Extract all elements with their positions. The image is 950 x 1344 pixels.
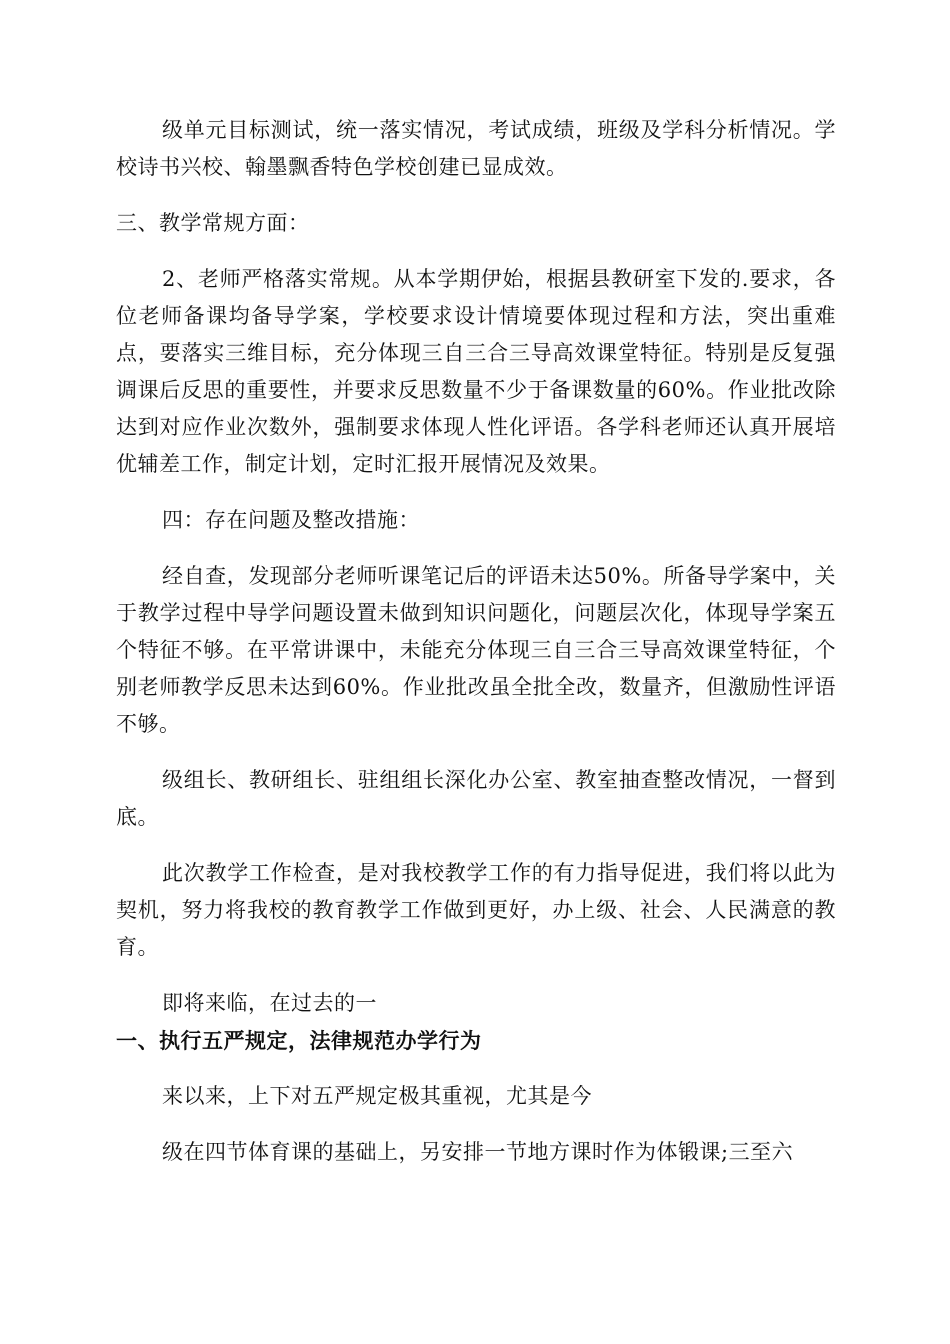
section-heading-problems: 四：存在问题及整改措施： bbox=[162, 508, 420, 532]
paragraph-teacher-routine: 2、老师严格落实常规。从本学期伊始，根据县教研室下发的.要求，各位老师备课均备导学案，学校要求设计情境要体现过程和方法，突出重难点，要落实三维目标，充分体现三自三合三导高效课堂特征。特别是反复强调课后反思的重要性，并要求反思数量不少于备课数量的60%。作业批改除达到对应作业次数外，强制要求体现人性化评语。各学科老师还认真开展培优辅差工作，制定计划，定时汇报开展情况及效果。 bbox=[116, 267, 836, 476]
paragraph-conclusion: 此次教学工作检查，是对我校教学工作的有力指导促进，我们将以此为契机，努力将我校的教育教学工作做到更好，办上级、社会、人民满意的教育。 bbox=[116, 861, 836, 959]
section-heading-five-strict-rules: 一、执行五严规定，法律规范办学行为 bbox=[116, 1028, 482, 1053]
paragraph-test-summary: 级单元目标测试，统一落实情况，考试成绩，班级及学科分析情况。学校诗书兴校、翰墨飘香特色学校创建已显成效。 bbox=[116, 118, 836, 179]
paragraph-five-strict-intro: 来以来，上下对五严规定极其重视，尤其是今 bbox=[162, 1084, 592, 1108]
paragraph-self-check: 经自查，发现部分老师听课笔记后的评语未达50%。所备导学案中，关于教学过程中导学问题设置未做到知识问题化，问题层次化，体现导学案五个特征不够。在平常讲课中，未能充分体现三自三合三导高效课堂特征，个别老师教学反思未达到60%。作业批改虽全批全改，数量齐，但激励性评语不够。 bbox=[116, 564, 836, 736]
document-body bbox=[116, 112, 836, 1171]
paragraph-upcoming: 即将来临，在过去的一 bbox=[162, 991, 377, 1015]
section-heading-teaching-routine: 三、教学常规方面： bbox=[116, 211, 310, 235]
paragraph-rectification: 级组长、教研组长、驻组组长深化办公室、教室抽查整改情况，一督到底。 bbox=[116, 768, 836, 829]
paragraph-pe-classes: 级在四节体育课的基础上，另安排一节地方课时作为体锻课;三至六 bbox=[162, 1140, 794, 1164]
